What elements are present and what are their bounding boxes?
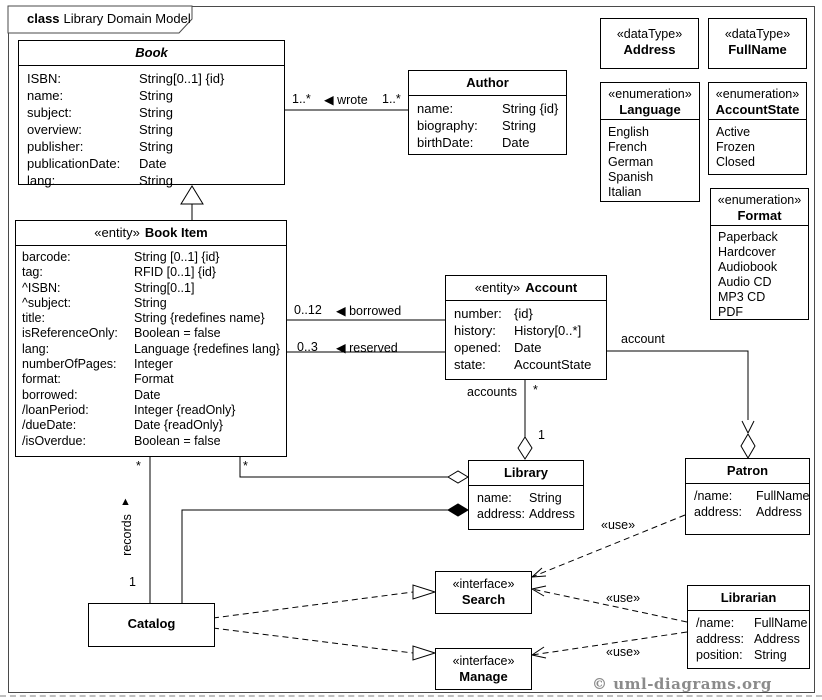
attribute-row: state: AccountState [454,357,592,372]
interface-manage [435,648,532,690]
datatype-fullname [708,18,807,69]
attribute-row: title: String {redefines name} [22,311,265,326]
datatype-fullname-stereotype: «dataType» [724,27,791,41]
class-catalog [88,603,215,647]
attribute-row: lang: Language {redefines lang} [22,341,280,356]
class-book-item-name: Book Item [144,225,208,240]
realization-triangle-icon [413,646,435,660]
class-librarian [687,585,810,669]
multiplicity-label: * [136,459,141,473]
enum-value: Italian [608,185,642,199]
realization-triangle-icon [413,585,435,599]
interface-manage-name: Manage [459,668,508,684]
attribute-row: position: String [696,648,787,662]
enum-language [600,82,700,202]
stereotype-label-use: «use» [606,591,641,605]
attribute-row: ^ISBN: String[0..1] [22,280,195,295]
multiplicity-label: 0..12 [294,303,322,317]
class-book-item-attributes [16,246,286,449]
attribute-row: address: Address [696,632,800,646]
enum-value: Paperback [718,230,778,244]
class-book-item-title: «entity» Book Item [16,221,286,246]
enum-format-name: Format [737,208,782,223]
class-patron-attributes [686,484,809,520]
realization-search-line [213,592,413,618]
arrowhead-icon [748,421,754,433]
association-name-borrowed: ◀ borrowed [336,304,402,318]
interface-search-stereotype: «interface» [452,577,515,591]
stereotype-label-use: «use» [601,518,636,532]
enum-value: Audiobook [718,260,778,274]
class-account-title: «entity» Account [446,276,606,301]
class-library-title [469,461,583,486]
frame-title [27,11,191,26]
attribute-row: numberOfPages: Integer [22,357,173,372]
read-direction-arrow-icon: ▲ [120,496,131,508]
class-account-attributes [446,301,606,373]
class-author-attributes [409,96,566,151]
attribute-row: name: String {id} [417,101,559,116]
enum-language-name: Language [619,102,681,117]
attribute-row: history: History[0..*] [454,323,582,338]
role-label-account: account [621,332,665,346]
class-catalog-name: Catalog [127,616,176,631]
association-name-wrote: ◀ wrote [324,93,368,107]
attribute-row: format: Format [22,372,174,387]
attribute-row: lang: String [27,173,173,188]
datatype-address-name: Address [623,42,676,57]
enum-value: Audio CD [718,275,772,289]
datatype-address-stereotype: «dataType» [616,27,683,41]
attribute-row: /name: FullName [696,616,808,630]
class-account [445,275,607,380]
attribute-row: name: String [27,88,173,103]
multiplicity-label: 1..* [292,92,311,106]
attribute-row: name: String [477,491,562,505]
enum-format [710,188,809,320]
class-account-name: Account [525,280,578,295]
attribute-row: ^subject: String [22,295,167,310]
enum-format-values [711,226,808,320]
attribute-row: isReferenceOnly: Boolean = false [22,326,221,341]
copyright-text: © uml-diagrams.org [592,675,772,693]
class-patron [685,458,810,535]
association-name-reserved: ◀ reserved [336,341,398,355]
multiplicity-label: * [533,383,538,397]
class-library-attributes [469,486,583,522]
attribute-row: address: Address [694,505,802,519]
enum-language-values [601,120,699,200]
enum-value: MP3 CD [718,290,766,304]
attribute-row: publicationDate: Date [27,156,167,171]
enum-value: Active [716,125,751,139]
enum-accountstate-name: AccountState [715,102,800,117]
class-catalog-title [89,604,214,646]
class-book-name: Book [135,45,168,60]
aggregation-bookitems-line [240,455,448,477]
enum-value: Frozen [716,140,755,154]
multiplicity-label: 1 [129,575,136,589]
interface-search-name: Search [461,592,506,607]
datatype-fullname-name: FullName [728,42,787,57]
class-librarian-attributes [688,611,809,663]
enum-format-stereotype: «enumeration» [717,193,802,207]
enum-value: Hardcover [718,245,776,259]
enum-value: Spanish [608,170,654,184]
attribute-row: /loanPeriod: Integer {readOnly} [22,402,236,417]
enum-value: Closed [716,155,755,169]
realization-manage-line [213,628,413,653]
class-author [408,70,567,155]
class-author-title [409,71,566,96]
aggregation-diamond-icon [448,471,468,483]
interface-search [435,571,532,614]
frame-title-text: Library Domain Model [63,11,191,26]
class-book-title [19,41,284,66]
attribute-row: /dueDate: Date {readOnly} [22,418,223,433]
composition-diamond-icon [448,504,468,516]
class-book-item [15,220,287,457]
arrowhead-icon [532,586,546,589]
interface-manage-stereotype: «interface» [452,653,515,668]
enum-value: PDF [718,305,743,319]
aggregation-account-line [605,351,748,420]
enum-language-stereotype: «enumeration» [608,87,692,101]
attribute-row: publisher: String [27,139,173,154]
attribute-row: subject: String [27,105,173,120]
class-library [468,460,584,530]
stereotype-label-use: «use» [606,645,641,659]
class-library-name: Library [503,465,549,480]
class-book [18,40,285,188]
aggregation-diamond-icon [741,434,755,458]
class-author-name: Author [466,75,509,90]
multiplicity-label: 1..* [382,92,401,106]
class-patron-name: Patron [726,463,769,478]
frame-keyword: class [27,11,60,26]
attribute-row: tag: RFID [0..1] {id} [22,265,216,280]
attribute-row: biography: String [417,118,536,133]
attribute-row: opened: Date [454,340,542,355]
attribute-row: /isOverdue: Boolean = false [22,433,221,448]
class-book-attributes [19,66,284,189]
enum-accountstate-values [709,120,806,170]
composition-catalog-line [182,510,448,603]
role-label-accounts: accounts [467,385,518,399]
aggregation-diamond-icon [518,437,532,459]
attribute-row: borrowed: Date [22,387,161,402]
class-librarian-title [688,586,809,611]
attribute-row: barcode: String [0..1] {id} [22,250,220,264]
arrowhead-icon [532,568,542,577]
enum-accountstate-stereotype: «enumeration» [715,87,800,101]
multiplicity-label: 1 [538,428,545,442]
arrowhead-icon [742,421,748,433]
datatype-address [600,18,699,69]
attribute-row: birthDate: Date [417,135,530,150]
class-patron-title [686,459,809,484]
attribute-row: /name: FullName [694,489,810,503]
arrowhead-icon [532,655,546,658]
enum-value: German [608,155,654,169]
association-name-records: records [120,514,134,556]
enum-value: French [608,140,647,154]
enum-accountstate [708,82,807,175]
class-librarian-name: Librarian [720,590,777,605]
attribute-row: number: {id} [454,306,533,321]
multiplicity-label: 0..3 [297,340,318,354]
attribute-row: address: Address [477,507,575,521]
attribute-row: ISBN: String[0..1] {id} [27,71,225,86]
multiplicity-label: * [243,459,248,473]
enum-value: English [608,125,649,139]
attribute-row: overview: String [27,122,173,137]
